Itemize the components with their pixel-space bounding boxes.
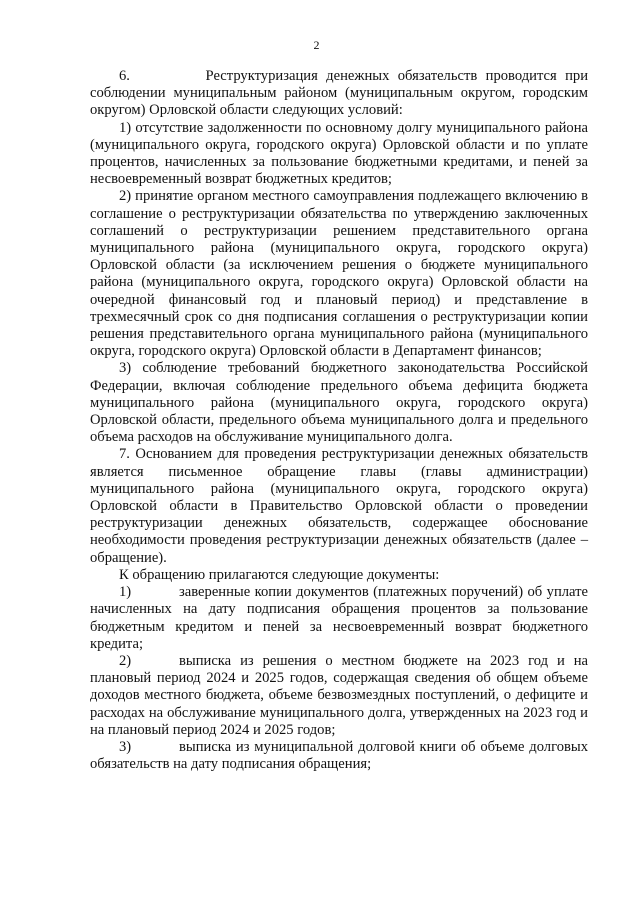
paragraph-7: 7. Основанием для проведения реструктуризации денежных обязательств является письменное обращение главы (главы администрации) муниципального района (муниципального округа, городского округа) Орловской области в Правительство Орловской области о проведении реструктуризации денежных обязательств, содержащее обоснование необходимости проведения реструктуризации денежных обязательств (далее – обращение). [90, 446, 588, 566]
document-item-text: заверенные копии документов (платежных поручений) об уплате начисленных на дату подписания обращения процентов за пользование бюджетным кредитом и пеней за несвоевременный возврат бюджетного кредита; [90, 584, 588, 652]
condition-2: 2) принятие органом местного самоуправления подлежащего включению в соглашение о реструктуризации обязательства по утверждению заключенных соглашений о реструктуризации решением представительного органа муниципального района (муниципального округа, городского округа) Орловской области (за исключением решения о бюджете муниципального района (муниципального округа, городского округа) Орловской области на очередной финансовый год и плановый период) и представление в трехмесячный срок со дня подписания соглашения о реструктуризации копии решения представительного органа муниципального района (муниципального округа, городского округа) Орловской области в Департамент финансов; [90, 188, 588, 360]
document-item-3 [90, 739, 588, 773]
condition-3: 3) соблюдение требований бюджетного законодательства Российской Федерации, включая соблюдение предельного объема дефицита бюджета муниципального района (муниципального округа, городского округа) Орловской области, предельного объема муниципального долга и предельного объема расходов на обслуживание муниципального долга. [90, 360, 588, 446]
document-item-1 [90, 584, 588, 653]
condition-1: 1) отсутствие задолженности по основному долгу муниципального района (муниципального округа, городского округа) Орловской области и по уплате процентов, начисленных за пользование бюджетными кредитами, и пеней за несвоевременный возврат бюджетных кредитов; [90, 119, 588, 188]
document-item-number: 3) [119, 738, 132, 755]
page-number: 2 [313, 38, 320, 52]
document-item-2 [90, 653, 588, 739]
document-body [90, 68, 588, 773]
document-item-text: выписка из муниципальной долговой книги об объеме долговых обязательств на дату подписания обращения; [90, 738, 588, 773]
paragraph-6: 6. Реструктуризация денежных обязательств проводится при соблюдении муниципальным районом (муниципальным округом, городским округом) Орловской области следующих условий: [90, 68, 588, 119]
document-item-number: 2) [119, 652, 132, 669]
document-item-text: выписка из решения о местном бюджете на 2023 год и на плановый период 2024 и 2025 годов, содержащая сведения об общем объеме доходов местного бюджета, объеме безвозмездных поступлений, о дефиците и расходах на обслуживание муниципального долга, утвержденных на 2023 год и на плановый период 2024 и 2025 годов; [90, 652, 588, 738]
document-item-number: 1) [119, 584, 132, 601]
documents-intro: К обращению прилагаются следующие документы: [119, 566, 440, 583]
